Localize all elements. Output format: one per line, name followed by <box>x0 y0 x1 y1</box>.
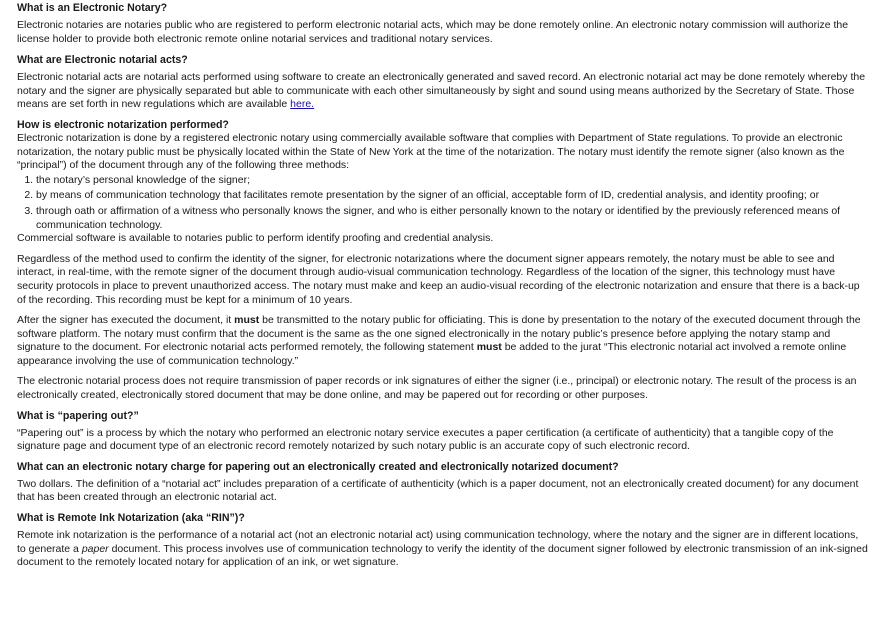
heading-papering-out-charge: What can an electronic notary charge for papering out an electronically created and electronically notarized document? <box>17 460 619 473</box>
paragraph-papering-out: “Papering out” is a process by which the notary who performed an electronic notary service executes a paper certification (a certificate of authenticity) that a tangible copy of the signature page and document type of an electronic record remotely notarized by such notary public is an accurate copy of such electronic record. <box>17 426 834 453</box>
paragraph-electronic-notary: Electronic notaries are notaries public who are registered to perform electronic notarial acts, which may be done remotely online. An electronic notary commission will authorize the license holder to provide both electronic remote online notarial services and traditional notary services. <box>17 19 849 45</box>
emphasis-must: must <box>476 341 502 354</box>
paragraph-remote-ink-notarization <box>17 529 868 570</box>
text-run: be added to the jurat “This electronic notarial act involved a remote online appearance involving the use of communication technology.” <box>17 341 847 367</box>
list-item: 1. the notary’s personal knowledge of the signer; <box>36 174 868 188</box>
regulations-link[interactable]: here. <box>290 98 315 111</box>
text-run: After the signer has executed the document, it <box>17 314 235 327</box>
methods-list <box>17 174 868 232</box>
paragraph-papering-out-charge: Two dollars. The definition of a “notarial act” includes preparation of a certificate of authenticity (which is a paper document, not an electronically created document) for any document that has been created through an electronic notarial act. <box>17 477 859 504</box>
emphasis-must: must <box>234 314 260 327</box>
paragraph-electronic-notarial-acts <box>17 71 868 112</box>
text-run: be transmitted to the notary public for officiating. This is done by presentation to the notary of the executed document through the software platform. The notary must confirm that the document is the same as the one signed electronically in the notary public’s presence before applying the notary stamp and signature to the document. For electronic notarial acts performed remotely, the following statement <box>17 314 861 354</box>
heading-how-performed: How is electronic notarization performed? <box>17 118 229 131</box>
heading-electronic-notarial-acts: What are Electronic notarial acts? <box>17 54 188 67</box>
heading-papering-out: What is “papering out?” <box>17 409 139 422</box>
list-item: 2. by means of communication technology that facilitates remote presentation by the signer of an official, acceptable form of ID, credential analysis, and identity proofing; or <box>36 189 868 203</box>
text-run: Remote ink notarization is the performance of a notarial act (not an electronic notarial act) using communication technology, where the notary and the signer are in different locations, to generate a <box>17 529 859 555</box>
paragraph-document-transmission <box>17 314 868 368</box>
text-run: document. This process involves use of communication technology to verify the identity of the document signer followed by electronic transmission of an ink-signed document to the remotely located notary for application of an ink, or wet signature. <box>17 542 868 569</box>
paragraph-software-note: Commercial software is available to notaries public to perform identify proofing and credential analysis. <box>17 232 494 245</box>
list-item: 3. through oath or affirmation of a witness who personally knows the signer, and who is either personally known to the notary or identified by the previously referenced means of communication technology. <box>36 205 868 232</box>
emphasis-paper: paper <box>81 542 109 555</box>
paragraph-text: Electronic notarial acts are notarial acts performed using software to create an electronically generated and saved record. An electronic notarial act may be done remotely whereby the notary and the signer are physically separated but able to communicate with each other simultaneously by sight and sound using means authorized by the Secretary of State. Those means are set forth in new regulations which are available <box>17 71 866 111</box>
heading-electronic-notary: What is an Electronic Notary? <box>17 2 168 14</box>
paragraph-identity-confirmation: Regardless of the method used to confirm the identity of the signer, for electronic notarizations where the document signer appears remotely, the notary must be able to see and interact, in real-time, with the remote signer of the document through audio-visual communication technology. Regardless of the location of the signer, this technology must have security protocols in place to prevent unauthorized access. The notary must make and keep an audio-visual recording of the electronic notarization and ensure that there is a back-up of the recording. This recording must be kept for a minimum of 10 years. <box>17 252 860 306</box>
heading-remote-ink-notarization: What is Remote Ink Notarization (aka “RIN”)? <box>17 512 245 525</box>
paragraph-how-performed-intro: Electronic notarization is done by a registered electronic notary using commercially available software that complies with Department of State regulations. To provide an electronic notarization, the notary public must be physically located within the State of New York at the time of the notarization. The notary must identify the remote signer (also known as the “principal”) of the document through any of the following three methods: <box>17 131 845 172</box>
paragraph-electronic-process: The electronic notarial process does not require transmission of paper records or ink signatures of either the signer (i.e., principal) or electronic notary. The result of the process is an electronically created, electronically stored document that may be done online, and may be papered out for recording or other purposes. <box>17 375 857 402</box>
